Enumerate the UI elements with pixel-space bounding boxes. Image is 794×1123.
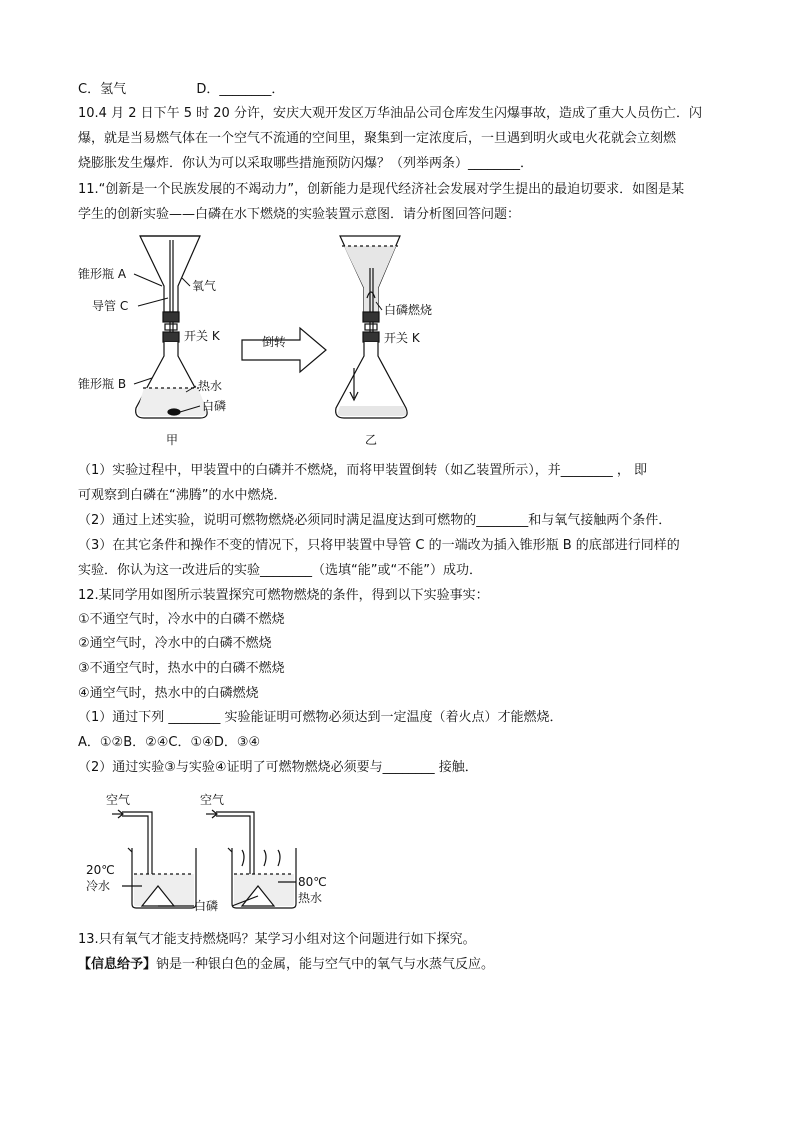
q12-fact-4: ④通空气时，热水中的白磷燃烧 <box>78 686 259 701</box>
q11-line-1: 11.“创新是一个民族发展的不竭动力”，创新能力是现代经济社会发展对学生提出的最迫切要求．如图是某 <box>78 182 685 197</box>
q12-fact-1: ①不通空气时，冷水中的白磷不燃烧 <box>78 612 285 627</box>
label-flask-b: 锥形瓶 B <box>78 377 127 391</box>
info-tag: 【信息给予】 <box>78 957 157 972</box>
q12-intro: 12.某同学用如图所示装置探究可燃物燃烧的条件，得到以下实验事实： <box>78 588 489 603</box>
apparatus-jia <box>136 236 207 418</box>
q11-p1-line-2: 可观察到白磷在“沸腾”的水中燃烧． <box>78 488 287 503</box>
q12-beaker-figure <box>82 788 342 916</box>
q11-p3-line-2: 实验．你认为这一改进后的实验________（选填“能”或“不能”）成功． <box>78 563 482 578</box>
q13-info <box>78 955 718 974</box>
label-oxygen: 氧气 <box>192 279 217 293</box>
q10-line-3: 烧膨胀发生爆炸．你认为可以采取哪些措施预防闪爆？（列举两条）________． <box>78 156 534 171</box>
q12-p1: （1）通过下列 ________ 实验能证明可燃物必须达到一定温度（着火点）才能燃烧． <box>78 710 563 725</box>
label-tube-c: 导管 C <box>92 299 129 313</box>
option-c: C．氢气 <box>78 82 127 97</box>
invert-arrow <box>242 328 326 372</box>
q11-p2: （2）通过上述实验，说明可燃物燃烧必须同时满足温度达到可燃物的________和与氧气接触两个条件． <box>78 513 672 528</box>
label-switch-k-2: 开关 K <box>384 331 420 345</box>
q11-line-2: 学生的创新实验——白磷在水下燃烧的实验装置示意图．请分析图回答问题： <box>78 207 521 222</box>
q12-p2: （2）通过实验③与实验④证明了可燃物燃烧必须要与________ 接触． <box>78 760 478 775</box>
label-air-left: 空气 <box>106 793 131 807</box>
label-white-p: 白磷 <box>194 899 219 913</box>
q11-apparatus-figure <box>78 228 478 450</box>
label-hot-water: 热水 <box>198 379 223 393</box>
option-d: D．________． <box>196 82 285 97</box>
q11-p1-line-1: （1）实验过程中，甲装置中的白磷并不燃烧，而将甲装置倒转（如乙装置所示），并________ ， 即 <box>78 463 648 478</box>
label-cold-water: 冷水 <box>86 879 111 893</box>
label-switch-k: 开关 K <box>184 329 220 343</box>
label-white-p: 白磷 <box>202 399 227 413</box>
label-air-right: 空气 <box>200 793 225 807</box>
q10-line-2: 爆，就是当易燃气体在一个空气不流通的空间里，聚集到一定浓度后，一旦遇到明火或电火花就会立刻燃 <box>78 131 677 146</box>
label-hot-water: 热水 <box>298 891 323 905</box>
label-flask-a: 锥形瓶 A <box>78 267 127 281</box>
label-temp-hot: 80℃ <box>298 875 327 889</box>
label-burning: 白磷燃烧 <box>384 303 433 317</box>
caption-jia: 甲 <box>166 433 179 447</box>
label-invert: 倒转 <box>262 335 287 349</box>
info-text: 钠是一种银白色的金属，能与空气中的氧气与水蒸气反应。 <box>156 957 495 972</box>
q12-fact-2: ②通空气时，冷水中的白磷不燃烧 <box>78 636 272 651</box>
q10-line-1: 10.4 月 2 日下午 5 时 20 分许，安庆大观开发区万华油品公司仓库发生闪爆事故，造成了重大人员伤亡．闪 <box>78 106 702 121</box>
q13-line-1: 13.只有氧气才能支持燃烧吗？某学习小组对这个问题进行如下探究。 <box>78 932 476 947</box>
q12-fact-3: ③不通空气时，热水中的白磷不燃烧 <box>78 661 285 676</box>
apparatus-yi <box>336 236 407 418</box>
q11-p3-line-1: （3）在其它条件和操作不变的情况下，只将甲装置中导管 C 的一端改为插入锥形瓶 B 的底部进行同样的 <box>78 538 680 553</box>
label-temp-cold: 20℃ <box>86 863 115 877</box>
caption-yi: 乙 <box>365 433 378 447</box>
q9-options <box>78 80 718 99</box>
q12-options: A．①②B．②④C．①④D．③④ <box>78 735 261 750</box>
